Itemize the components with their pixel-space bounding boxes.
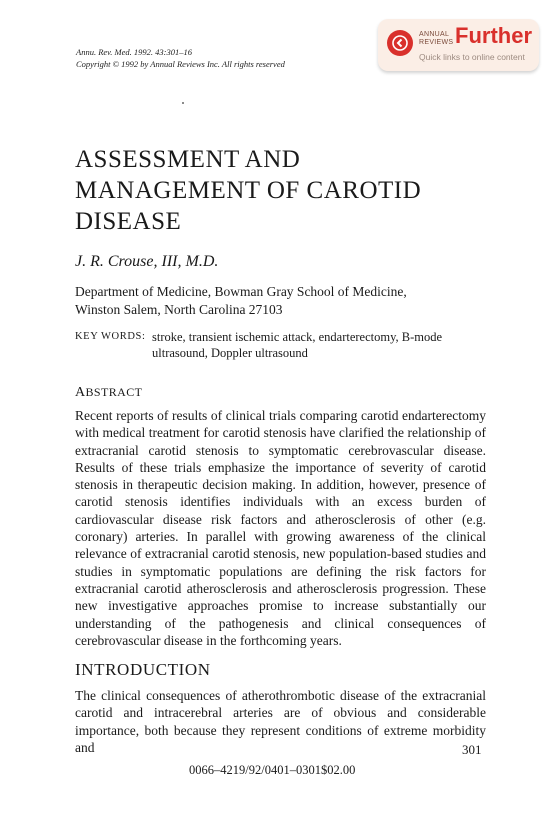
intro-paragraph: The clinical consequences of atherothrombotic disease of the extracranial carotid and intracerebral arteries are of obvious and considerable importance, both because they represent conditions of extreme morbidity and (75, 688, 486, 755)
publisher-name (419, 31, 453, 46)
keywords-list: stroke, transient ischemic attack, endarterectomy, B-mode ultrasound, Doppler ultrasound (152, 330, 443, 360)
badge-tagline: Quick links to online content (419, 52, 525, 62)
title-line-1: ASSESSMENT AND (75, 146, 301, 173)
keywords-label: KEY WORDS: (75, 331, 146, 342)
speaker-arrow-icon (387, 30, 413, 56)
publisher-line-2: REVIEWS (419, 38, 454, 46)
publisher-line-1: ANNUAL (419, 31, 450, 38)
article-title (75, 144, 495, 237)
affiliation (75, 283, 505, 319)
article-code: 0066–4219/92/0401–0301$02.00 (189, 763, 356, 777)
badge-title: Further (455, 23, 532, 48)
affiliation-line-1: Department of Medicine, Bowman Gray School of Medicine, (75, 284, 407, 299)
affiliation-line-2: Winston Salem, North Carolina 27103 (75, 302, 283, 317)
section-heading: INTRODUCTION (75, 660, 211, 679)
abstract-heading (75, 385, 142, 401)
title-line-3: DISEASE (75, 208, 182, 235)
abstract-heading-rest: BSTRACT (85, 385, 143, 399)
stray-dot (182, 102, 184, 104)
citation-journal: Annu. Rev. Med. 1992. 43:301–16 (76, 47, 192, 57)
citation-copyright: Copyright © 1992 by Annual Reviews Inc. All rights reserved (76, 58, 285, 69)
citation-header (76, 47, 285, 70)
author: J. R. Crouse, III, M.D. (75, 253, 219, 270)
abstract-heading-initial: A (75, 385, 86, 400)
further-badge[interactable] (378, 19, 539, 71)
page-number: 301 (462, 742, 482, 757)
abstract-text: Recent reports of results of clinical trials comparing carotid endarterectomy with medical treatment for carotid stenosis have clarified the relationship of extracranial carotid stenosis to symptomatic cerebrovascular disease. Results of these trials emphasize the importance of severity of carotid stenosis in therapeutic decision making. In addition, however, presence of carotid stenosis identifies individuals with an excess burden of cardiovascular disease risk factors and atherosclerosis of other (e.g. coronary) arteries. In parallel with growing awareness of the clinical relevance of extracranial carotid stenosis, new population-based studies and studies in symptomatic populations are defining the risk factors for extracranial carotid atherosclerosis and atherosclerosis progression. These new investigative approaches promise to increase substantially our understanding of the pathogenesis and clinical consequences of cerebrovascular disease in the forthcoming years. (75, 408, 486, 648)
title-line-2: MANAGEMENT OF CAROTID (75, 177, 422, 204)
